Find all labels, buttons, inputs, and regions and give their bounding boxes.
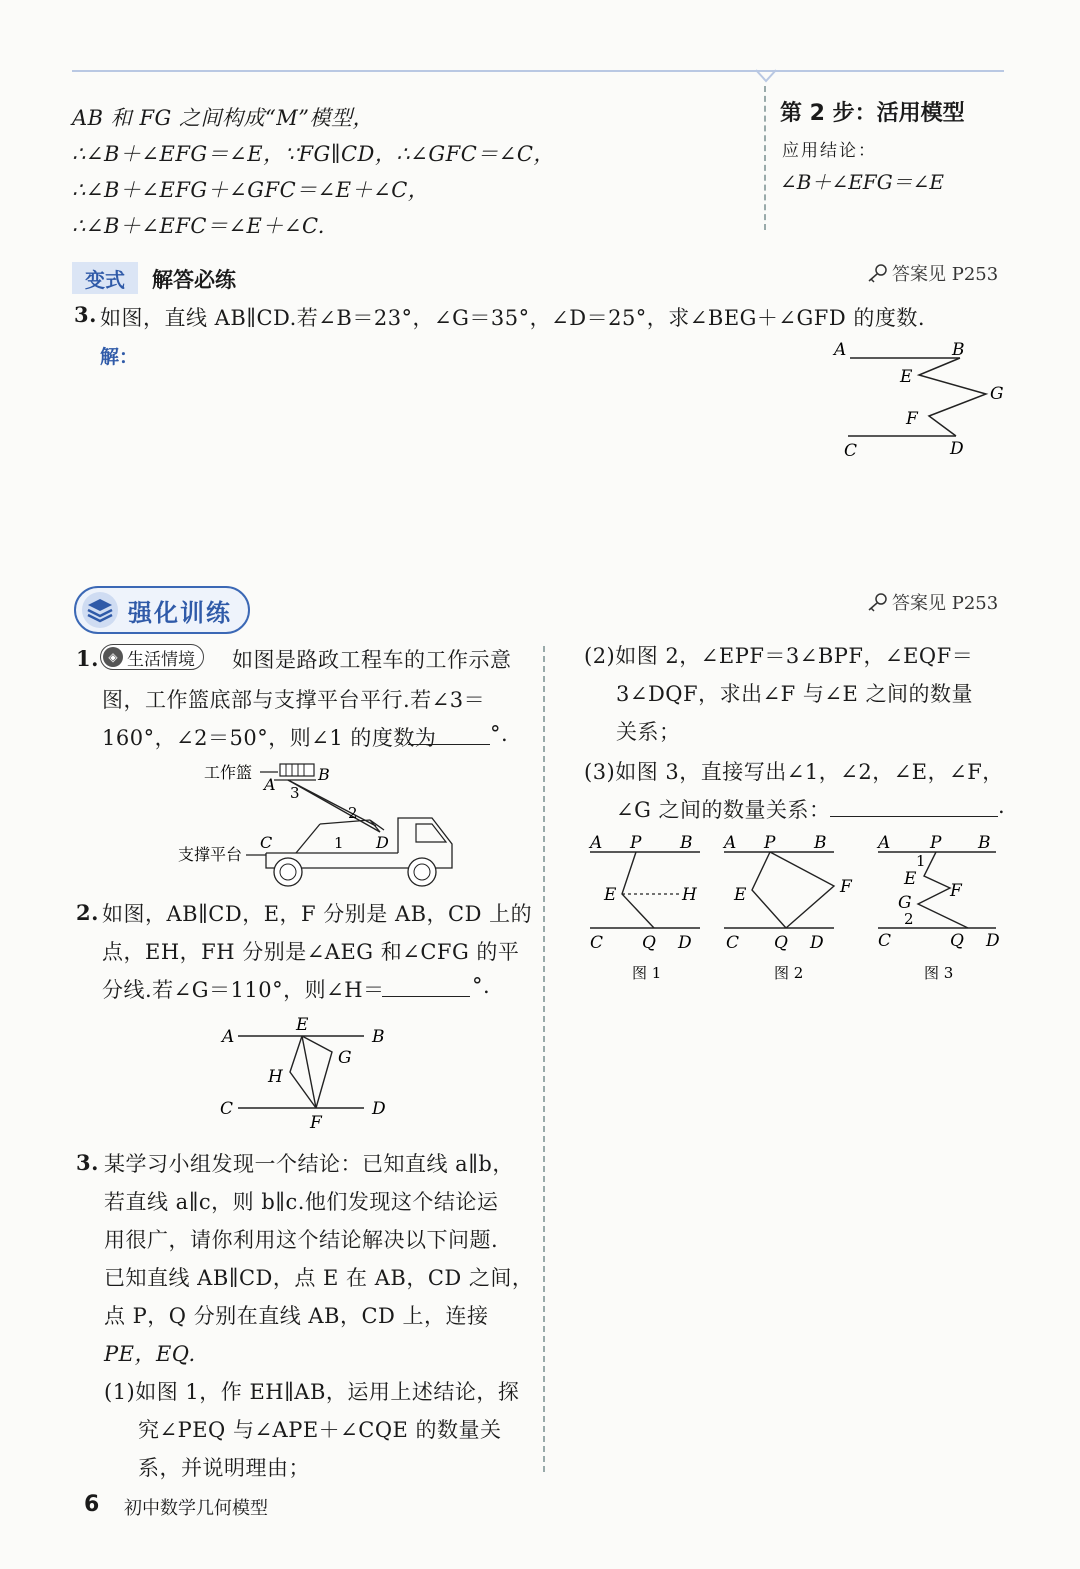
q3-answer-blank[interactable] [830,798,998,817]
label-g: G [990,384,1004,404]
svg-text:G: G [338,1048,352,1068]
fig2-caption: 图 2 [774,964,804,982]
side-formula: ∠B＋∠EFG＝∠E [780,170,945,194]
svg-text:E: E [734,885,747,905]
derivation-line-2: ∴∠B＋∠EFG＝∠E，∵FG∥CD，∴∠GFC＝∠C， [72,142,555,166]
q1-num: 1. [76,646,99,671]
svg-text:D: D [986,931,1000,951]
side-title: 第 2 步：活用模型 [780,101,965,126]
svg-text:P: P [630,833,642,853]
variant-q-num: 3. [74,302,97,327]
variant-figure [826,336,1016,462]
q1-answer-blank[interactable] [408,726,490,745]
q3-p3-suffix: . [998,794,1006,818]
work-basket [280,764,314,776]
training-title: 强化训练 [128,598,232,627]
svg-text:Q: Q [774,933,788,953]
q2-answer-blank[interactable] [382,978,470,997]
training-section-header [74,586,250,634]
svg-text:B: B [318,765,330,784]
svg-text:D: D [372,1099,386,1119]
svg-text:A: A [878,833,891,853]
svg-text:H: H [682,885,697,905]
key-icon [866,592,888,612]
svg-text:E: E [904,869,917,889]
svg-text:Q: Q [642,933,656,953]
q1-line-3: 160°，∠2＝50°，则∠1 的度数为 [102,726,437,750]
q3-p1-line-2: 究∠PEQ 与∠APE＋∠CQE 的数量关 [138,1418,502,1442]
derivation-line-1: AB 和 FG 之间构成“M”模型， [72,106,374,130]
book-title: 初中数学几何模型 [124,1498,268,1519]
q1-line-1: 如图是路政工程车的工作示意 [232,648,512,672]
svg-text:2: 2 [348,804,358,822]
label-c: C [844,441,858,461]
svg-text:C: C [726,933,740,953]
svg-text:B: B [680,833,693,853]
column-divider [543,646,545,1472]
variant-q-text: 如图，直线 AB∥CD.若∠B＝23°，∠G＝35°，∠D＝25°，求∠BEG＋∠GFD 的度数. [100,306,926,330]
q2-line-3: 分线.若∠G＝110°，则∠H＝ [102,978,385,1002]
q3-p3-line-2: ∠G 之间的数量关系： [616,798,831,822]
svg-text:2: 2 [904,910,914,928]
q3-p2-line-2: 3∠DQF，求出∠F 与∠E 之间的数量 [616,682,974,706]
fig3-caption: 图 3 [924,964,954,982]
svg-text:C: C [590,933,604,953]
q1-line-2: 图，工作篮底部与支撑平台平行.若∠3＝ [102,688,486,712]
figure-3 [876,833,1000,982]
solution-label: 解： [100,346,139,368]
variant-badge: 变式 [72,262,138,294]
zigzag-path [919,358,986,436]
svg-text:H: H [268,1067,283,1087]
q2-suffix: °. [472,974,491,998]
svg-text:1: 1 [916,852,926,870]
top-rule [72,70,1004,72]
svg-text:1: 1 [334,834,344,852]
q3-p2-line-1: (2)如图 2，∠EPF＝3∠BPF，∠EQF＝ [584,644,974,668]
label-a: A [834,340,847,360]
variant-title: 解答必练 [152,268,236,292]
svg-text:E: E [296,1015,309,1035]
svg-text:B: B [372,1027,385,1047]
cube-icon: ◈ [103,647,123,667]
q1-tag [100,644,204,670]
rule-notch [756,69,776,83]
q3-p1-line-3: 系，并说明理由； [138,1456,310,1480]
svg-text:C: C [220,1099,234,1119]
q3-line-6: PE，EQ. [104,1342,196,1366]
basket-label: 工作篮 [204,763,253,782]
derivation-line-4: ∴∠B＋∠EFC＝∠E＋∠C. [72,214,325,238]
label-d: D [950,439,964,459]
svg-text:F: F [950,881,962,901]
q3-num: 3. [76,1150,99,1175]
side-divider [764,86,766,230]
q3-line-2: 若直线 a∥c，则 b∥c.他们发现这个结论运 [104,1190,499,1214]
derivation-line-3: ∴∠B＋∠EFG＋∠GFC＝∠E＋∠C， [72,178,430,202]
q3-line-3: 用很广，请你利用这个结论解决以下问题. [104,1228,499,1252]
svg-text:D: D [678,933,692,953]
training-answer-ref[interactable] [866,589,998,615]
q3-figures [584,826,1004,990]
svg-text:C: C [878,931,892,951]
fig1-caption: 图 1 [632,964,662,982]
svg-text:F: F [310,1113,322,1132]
label-f: F [906,409,918,429]
key-icon [866,263,888,283]
svg-text:A: A [222,1027,235,1047]
svg-text:F: F [840,877,852,897]
svg-text:A: A [264,775,276,794]
svg-text:B: B [978,833,991,853]
layers-icon [80,590,120,630]
svg-text:E: E [604,885,617,905]
svg-text:A: A [590,833,603,853]
q3-p1-line-1: (1)如图 1，作 EH∥AB，运用上述结论，探 [104,1380,520,1404]
q1-truck-figure [170,756,470,888]
svg-text:D: D [376,833,389,852]
side-label: 应用结论： [782,141,877,161]
variant-answer-ref[interactable] [866,260,998,286]
svg-text:B: B [814,833,827,853]
svg-text:C: C [260,833,273,852]
q3-p3-line-1: (3)如图 3，直接写出∠1，∠2，∠E，∠F， [584,760,1004,784]
svg-text:P: P [764,833,776,853]
svg-text:D: D [810,933,824,953]
q1-tag-label: 生活情境 [127,649,195,670]
label-e: E [900,367,913,387]
svg-text:3: 3 [290,784,300,802]
svg-text:G: G [898,893,912,913]
answer-ref-text: 答案见 P253 [892,593,999,614]
q3-line-5: 点 P，Q 分别在直线 AB，CD 上，连接 [104,1304,489,1328]
svg-text:A: A [724,833,737,853]
svg-text:P: P [930,833,942,853]
platform-label: 支撑平台 [178,845,243,864]
q3-line-4: 已知直线 AB∥CD，点 E 在 AB，CD 之间， [104,1266,534,1290]
q2-figure [214,1010,404,1132]
svg-text:Q: Q [950,931,964,951]
q3-p2-line-3: 关系； [616,720,681,744]
figure-1 [588,833,700,982]
answer-ref-text: 答案见 P253 [892,264,999,285]
page-number: 6 [84,1492,100,1517]
q2-num: 2. [76,900,99,925]
q2-line-2: 点，EH，FH 分别是∠AEG 和∠CFG 的平 [102,940,520,964]
q2-line-1: 如图，AB∥CD，E，F 分别是 AB，CD 上的 [102,902,533,926]
q1-suffix: °. [490,722,509,746]
figure-2 [722,833,853,982]
label-b: B [952,340,965,360]
q3-line-1: 某学习小组发现一个结论：已知直线 a∥b， [104,1152,514,1176]
